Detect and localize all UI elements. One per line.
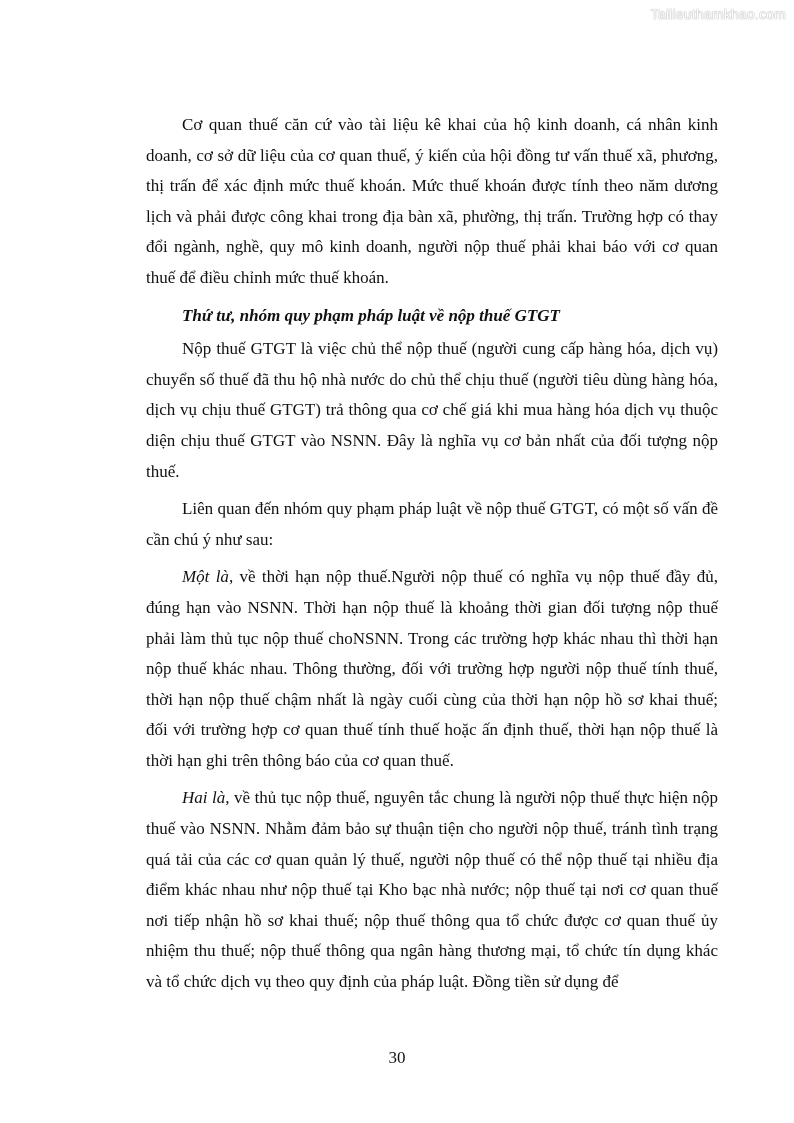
paragraph-tax-office-basis: Cơ quan thuế căn cứ vào tài liệu kê khai của hộ kinh doanh, cá nhân kinh doanh, cơ sở dữ liệu của cơ quan thuế, ý kiến của hội đồng tư vấn thuế xã, phương, thị trấn để xác định mức thuế khoán. Mức thuế khoán được tính theo năm dương lịch và phải được công khai trong địa bàn xã, phường, thị trấn. Trường hợp có thay đổi ngành, nghề, quy mô kinh doanh, người nộp thuế phải khai báo với cơ quan thuế để điều chỉnh mức thuế khoán.	[146, 115, 718, 287]
watermark-text: Tailieuthamkhao.com	[650, 6, 786, 22]
paragraph-vat-payment-definition: Nộp thuế GTGT là việc chủ thể nộp thuế (người cung cấp hàng hóa, dịch vụ) chuyển số thuế đã thu hộ nhà nước do chủ thể chịu thuế (người tiêu dùng hàng hóa, dịch vụ chịu thuế GTGT) trả thông qua cơ chế giá khi mua hàng hóa dịch vụ thuộc diện chịu thuế GTGT vào NSNN. Đây là nghĩa vụ cơ bản nhất của đối tượng nộp thuế.	[146, 339, 718, 481]
document-body	[146, 110, 718, 1005]
page-number: 30	[388, 1048, 406, 1067]
paragraph-point-one-deadline	[146, 562, 718, 776]
paragraph-point-two-procedure	[146, 783, 718, 997]
point-two-text: về thủ tục nộp thuế, nguyên tắc chung là người nộp thuế thực hiện nộp thuế vào NSNN. Nhằm đảm bảo sự thuận tiện cho người nộp thuế, tránh tình trạng quá tải của các cơ quan quản lý thuế, người nộp thuế có thể nộp thuế tại nhiều địa điểm khác nhau như nộp thuế tại Kho bạc nhà nước; nộp thuế tại nơi cơ quan thuế nơi tiếp nhận hồ sơ khai thuế; nộp thuế thông qua tổ chức được cơ quan thuế ủy nhiệm thu thuế; nộp thuế thông qua ngân hàng thương mại, tổ chức tín dụng khác và tổ chức dịch vụ theo quy định của pháp luật. Đồng tiền sử dụng để	[146, 788, 718, 992]
point-one-lead: Một là	[182, 567, 229, 587]
paragraph-issues-intro: Liên quan đến nhóm quy phạm pháp luật về nộp thuế GTGT, có một số vấn đề cần chú ý như sau:	[146, 499, 718, 549]
section-heading-vat-payment: Thứ tư, nhóm quy phạm pháp luật về nộp thuế GTGT	[182, 305, 560, 325]
point-one-text: , về thời hạn nộp thuế.Người nộp thuế có nghĩa vụ nộp thuế đầy đủ, đúng hạn vào NSNN. Thời hạn nộp thuế là khoảng thời gian đối tượng nộp thuế phải làm thủ tục nộp thuế choNSNN. Trong các trường hợp khác nhau thì thời hạn nộp thuế khác nhau. Thông thường, đối với trường hợp người nộp thuế tính thuế, thời hạn nộp thuế chậm nhất là ngày cuối cùng của thời hạn nộp hồ sơ khai thuế; đối với trường hợp cơ quan thuế tính thuế hoặc ấn định thuế, thời hạn nộp thuế là thời hạn ghi trên thông báo của cơ quan thuế.	[146, 567, 719, 770]
point-two-lead: Hai là,	[182, 788, 230, 808]
